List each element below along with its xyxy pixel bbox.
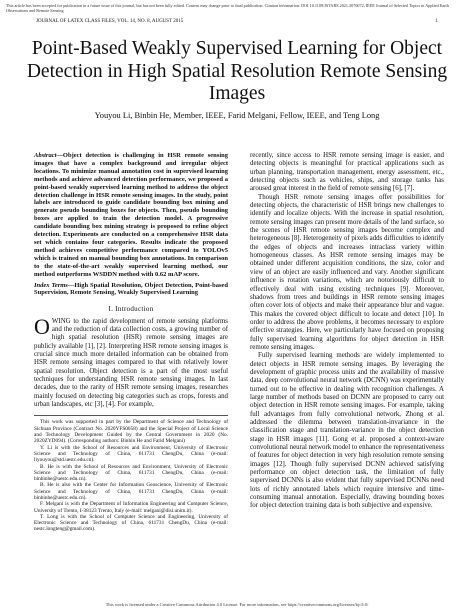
author-list: Youyou Li, Binbin He, Member, IEEE, Farid Melgani, Fellow, IEEE, and Teng Long xyxy=(94,111,380,120)
footnote: B. He is with the School of Resources and Environment, University of Electronic Science and Technology of China, 611731 ChengDu, China (e-mail: binbinhe@uestc.edu.cn). xyxy=(34,463,228,483)
paper-title: Point-Based Weakly Supervised Learning for Object Detection in High Spatial Resolution Remote Sensing Images xyxy=(26,38,448,104)
abstract xyxy=(34,152,228,279)
footnote: B. He is also with the Center for Information Geoscience, University of Electronic Science and Technology of China, 611731 ChengDu, China (e-mail: binbinhe@uestc.edu.cn). xyxy=(34,482,228,501)
index-terms xyxy=(34,282,228,298)
footnote: Y. Li is with the School of Resources and Environment, University of Electronic Science and Technology of China, 611731 ChengDu, China (e-mail: liyouyou@std.uestc.edu.cn). xyxy=(34,444,228,464)
body-paragraph: Though HSR remote sensing images offer possibilities for detecting objects, the characteristic of HSR brings new challenges to identify and localize objects. With the increase in spatial resolution, remote sensing images can present more details of the land surface, so the scenes of HSR remote sensing images become complex and heterogeneous [8]. Heterogeneity of pixels adds difficulties to identify the edges of objects and increases intraclass variety within homogeneous classes. As HSR remote sensing images may be obtained under different acquisition conditions, the size, color and view of an object are easily influenced and vary. Another significant influence is rotation variations, which are notoriously difficult to effectively deal with using existing techniques [9]. Moreover, shadows from trees and buildings in HSR remote sensing images often cover lots of objects and make their appearance blur and vague. This makes the covered object difficult to locate and detect [10]. In order to address the above problems, it becomes necessary to explore effective strategies. Here, we particularly have focused on proposing fully supervised learning algorithms for object detection in HSR remote sensing images. xyxy=(250,193,444,351)
left-column xyxy=(34,152,228,533)
abstract-text: Object detection is challenging in HSR remote sensing images that have a complex background and irregular object locations. To minimize manual annotation cost in supervised learning methods and achieve advanced detection performance, we proposed a point-based weakly supervised learning method to address the object detection challenge in HSR remote sensing images. In the study, point labels are introduced to guide candidate bounding box mining and generate pseudo bounding boxes for objects. Then, pseudo bounding boxes are applied to train the detection model. A progressive candidate bounding box mining strategy is proposed to refine object detection. Experiments are conducted on a comprehensive HSR data set which contains four categories. Results indicate the proposed method achieves competitive performance compared to YOLOv5 which is trained on manual bounding box annotations. In comparison to the state-of-the-art weakly supervised learning method, our method outperforms WSDDN method with 0.62 mAP score. xyxy=(34,152,228,278)
footnote: This work was supported in part by the Department of Science and Technology of Sichuan Province (Contract No. 2020YFS0058) and the Special Project of Local Science and Technology Development Guided by the Central Government in 2020 (No. 2020ZYD094). (Corresponding authors: Binbin He and Farid Melgani) xyxy=(34,419,228,445)
footnote: T. Long is with the School of Computer Science and Engineering, University of Electronic Science and Technology of China, 611731 ChengDu, China (e-mail: nestc.longteng@gmail.com). xyxy=(34,513,228,533)
journal-line: JOURNAL OF LATEX CLASS FILES, VOL. 14, NO. 8, AUGUST 2015 xyxy=(36,19,184,24)
index-terms-text: —High Spatial Resolution, Object Detection, Point-based Supervision, Remote Sensing, Weakly Supervised Learning xyxy=(34,281,228,297)
license-footer: This work is licensed under a Creative Commons Attribution 4.0 License. For more information, see https://creativecommons.org/licenses/by/4.0/ xyxy=(105,602,369,607)
section-heading-introduction: I. Introduction xyxy=(108,305,154,314)
drop-cap: O xyxy=(34,313,50,339)
right-column xyxy=(250,152,444,511)
footnote: F. Melgani is with the Department of Information Engineering and Computer Science, University of Trento, I-38123 Trento, Italy (e-mail: melgani@disi.unitn.it). xyxy=(34,501,228,514)
intro-text: WING to the rapid development of remote sensing platforms and the reduction of data collection costs, a growing number of high spatial resolution (HSR) remote sensing images are publicly available [1], [2]. Interpreting HSR remote sensing images is crucial since much more detailed information can be obtained from HSR remote sensing images compared to that with relatively lower spatial resolution. Object detection is a part of the most useful techniques for understanding HSR remote sensing images. In last decades, due to the rarity of HSR remote sensing images, researches mainly focused on detecting big categories such as crops, forests and urban landscapes, etc [3], [4]. For example, xyxy=(34,317,228,409)
publication-notice: This article has been accepted for publication in a future issue of this journal, but has not been fully edited. Content may change prior to final publication. Citation information: DOI 10.1109/JSTARS.2021.3076072, IEEE Journal of Selected Topics in Applied Earth Observations and Remote Sensing xyxy=(6,3,449,13)
footnotes xyxy=(34,415,228,532)
running-header xyxy=(36,19,438,25)
body-paragraph: recently, since access to HSR remote sensing image is easier, and detecting objects is meaningful for practical applications such as urban planning, transportation management, energy assessment, etc., detecting objects such as vehicles, ships, and storage tanks has aroused great interest in the field of remote sensing [6], [7]. xyxy=(250,152,444,193)
abstract-label: Abstract— xyxy=(34,152,63,159)
page-number: 1 xyxy=(435,19,438,24)
index-terms-label: Index Terms xyxy=(34,281,68,289)
body-paragraph: Fully supervised learning methods are widely implemented to detect objects in HSR remote sensing images. By leveraging the development of graphic process units and the availability of massive data, deep convolutional neural network (DCNN) was experimentally turned out to be effective in dealing with recognition challenges. A large number of methods based on DCNN are proposed to carry out object detection in HSR remote sensing images. For example, taking full advantages from fully convolutional network, Zhong et al. addressed the dilemma between translation-invariance in the classification stage and translation-variance in the object detection stage in HSR images [11]. Gong et al. proposed a context-aware convolutional neural network model to enhance the representativeness of features for object detection in very high resolution remote sensing images [12]. Though fully supervised DCNN achieved satisfying performance on object detection task, the limitation of fully supervised DCNNs is also evident that fully supervised DCNNs need lots of richly annotated labels which require intensive and time-consuming manual annotation. Especially, drawing bounding boxes for object detection training data is both subjective and expensive. xyxy=(250,352,444,510)
intro-paragraph xyxy=(34,313,228,410)
